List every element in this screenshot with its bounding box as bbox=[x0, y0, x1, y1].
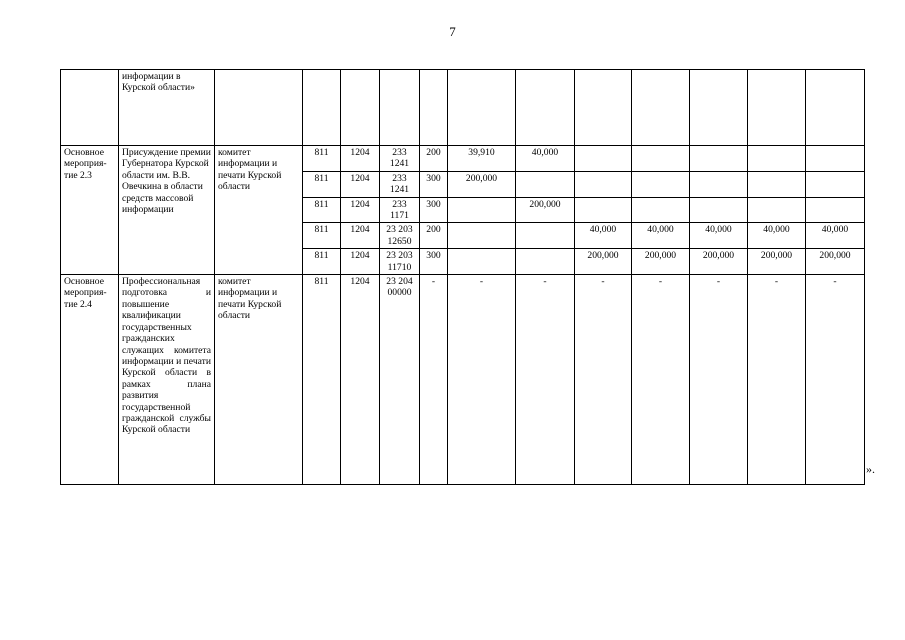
cell-value: - bbox=[690, 275, 748, 485]
cell-value bbox=[806, 146, 865, 172]
cell-value bbox=[575, 171, 632, 197]
cell-value bbox=[516, 70, 575, 146]
cell-value bbox=[448, 223, 516, 249]
cell-value bbox=[748, 70, 806, 146]
cell-rzpr: 1204 bbox=[341, 146, 380, 172]
cell-value: 39,910 bbox=[448, 146, 516, 172]
cell-rzpr: 1204 bbox=[341, 275, 380, 485]
cell-value: - bbox=[516, 275, 575, 485]
table-row-continuation bbox=[61, 70, 865, 146]
cell-csr: 23 203 12650 bbox=[380, 223, 420, 249]
cell-value bbox=[448, 249, 516, 275]
table-row bbox=[61, 146, 865, 172]
cell-csr bbox=[380, 70, 420, 146]
cell-value: 40,000 bbox=[748, 223, 806, 249]
cell-csr: 23 203 11710 bbox=[380, 249, 420, 275]
cell-value bbox=[690, 171, 748, 197]
measure-executor: комитет информации и печати Курской области bbox=[215, 146, 303, 275]
cell-grbs: 811 bbox=[303, 223, 341, 249]
cell-value: 200,000 bbox=[748, 249, 806, 275]
table-row bbox=[61, 275, 865, 485]
cell-value: 200,000 bbox=[448, 171, 516, 197]
measure-label: Основное мероприя-тие 2.3 bbox=[61, 146, 119, 275]
cell-value bbox=[690, 70, 748, 146]
cell-vr: 200 bbox=[420, 146, 448, 172]
cell-value: 200,000 bbox=[516, 197, 575, 223]
budget-table bbox=[60, 69, 865, 485]
cell-value: - bbox=[748, 275, 806, 485]
cell-vr: 300 bbox=[420, 249, 448, 275]
measure-executor: комитет информации и печати Курской области bbox=[215, 275, 303, 485]
cell-value bbox=[632, 171, 690, 197]
cell-value bbox=[806, 197, 865, 223]
cell-value bbox=[632, 197, 690, 223]
cell-value bbox=[690, 197, 748, 223]
cell-value bbox=[516, 223, 575, 249]
cell-grbs: 811 bbox=[303, 197, 341, 223]
cell-csr: 233 1241 bbox=[380, 146, 420, 172]
cell-value bbox=[806, 70, 865, 146]
measure-name: Профессиональная подготовка и повышение квалификации государственных гражданских служащих комитета информации и печати Курской области в рамках плана развития государственной гражданской службы Курской области bbox=[119, 275, 215, 485]
cell-rzpr: 1204 bbox=[341, 223, 380, 249]
cell-value bbox=[632, 146, 690, 172]
cell-rzpr: 1204 bbox=[341, 249, 380, 275]
cell-value bbox=[575, 70, 632, 146]
cell-value: 200,000 bbox=[690, 249, 748, 275]
cell-value bbox=[632, 70, 690, 146]
cell-value bbox=[448, 197, 516, 223]
cell-rzpr: 1204 bbox=[341, 197, 380, 223]
cell-executor bbox=[215, 70, 303, 146]
cell-value: - bbox=[575, 275, 632, 485]
cell-vr: 300 bbox=[420, 197, 448, 223]
cell-value: 40,000 bbox=[632, 223, 690, 249]
cell-value: - bbox=[448, 275, 516, 485]
cell-value: 40,000 bbox=[516, 146, 575, 172]
cell-value: - bbox=[632, 275, 690, 485]
cell-label bbox=[61, 70, 119, 146]
cell-csr: 23 204 00000 bbox=[380, 275, 420, 485]
measure-label: Основное мероприя-тие 2.4 bbox=[61, 275, 119, 485]
cell-rzpr bbox=[341, 70, 380, 146]
cell-value bbox=[690, 146, 748, 172]
cell-value: 200,000 bbox=[632, 249, 690, 275]
cell-value bbox=[448, 70, 516, 146]
cell-csr: 233 1241 bbox=[380, 171, 420, 197]
cell-vr: 200 bbox=[420, 223, 448, 249]
cell-value bbox=[748, 146, 806, 172]
cell-grbs: 811 bbox=[303, 171, 341, 197]
cell-grbs: 811 bbox=[303, 249, 341, 275]
cell-csr: 233 1171 bbox=[380, 197, 420, 223]
cell-grbs: 811 bbox=[303, 275, 341, 485]
cell-value: - bbox=[806, 275, 865, 485]
cell-value bbox=[806, 171, 865, 197]
cell-value bbox=[575, 197, 632, 223]
cell-value bbox=[575, 146, 632, 172]
cell-rzpr: 1204 bbox=[341, 171, 380, 197]
cell-vr bbox=[420, 70, 448, 146]
cell-value: 200,000 bbox=[575, 249, 632, 275]
cell-value: 200,000 bbox=[806, 249, 865, 275]
cell-value bbox=[516, 249, 575, 275]
cell-value: 40,000 bbox=[806, 223, 865, 249]
cell-grbs bbox=[303, 70, 341, 146]
page-number: 7 bbox=[449, 24, 456, 39]
cell-value: 40,000 bbox=[690, 223, 748, 249]
cell-value bbox=[748, 171, 806, 197]
cell-vr: 300 bbox=[420, 171, 448, 197]
closing-quote: ». bbox=[866, 462, 875, 476]
cell-measure-name: информации в Курской области» bbox=[119, 70, 215, 146]
cell-value: 40,000 bbox=[575, 223, 632, 249]
cell-value bbox=[516, 171, 575, 197]
cell-value bbox=[748, 197, 806, 223]
cell-grbs: 811 bbox=[303, 146, 341, 172]
measure-name: Присуждение премии Губернатора Курской области им. В.В. Овечкина в области средств массовой информации bbox=[119, 146, 215, 275]
cell-vr: - bbox=[420, 275, 448, 485]
